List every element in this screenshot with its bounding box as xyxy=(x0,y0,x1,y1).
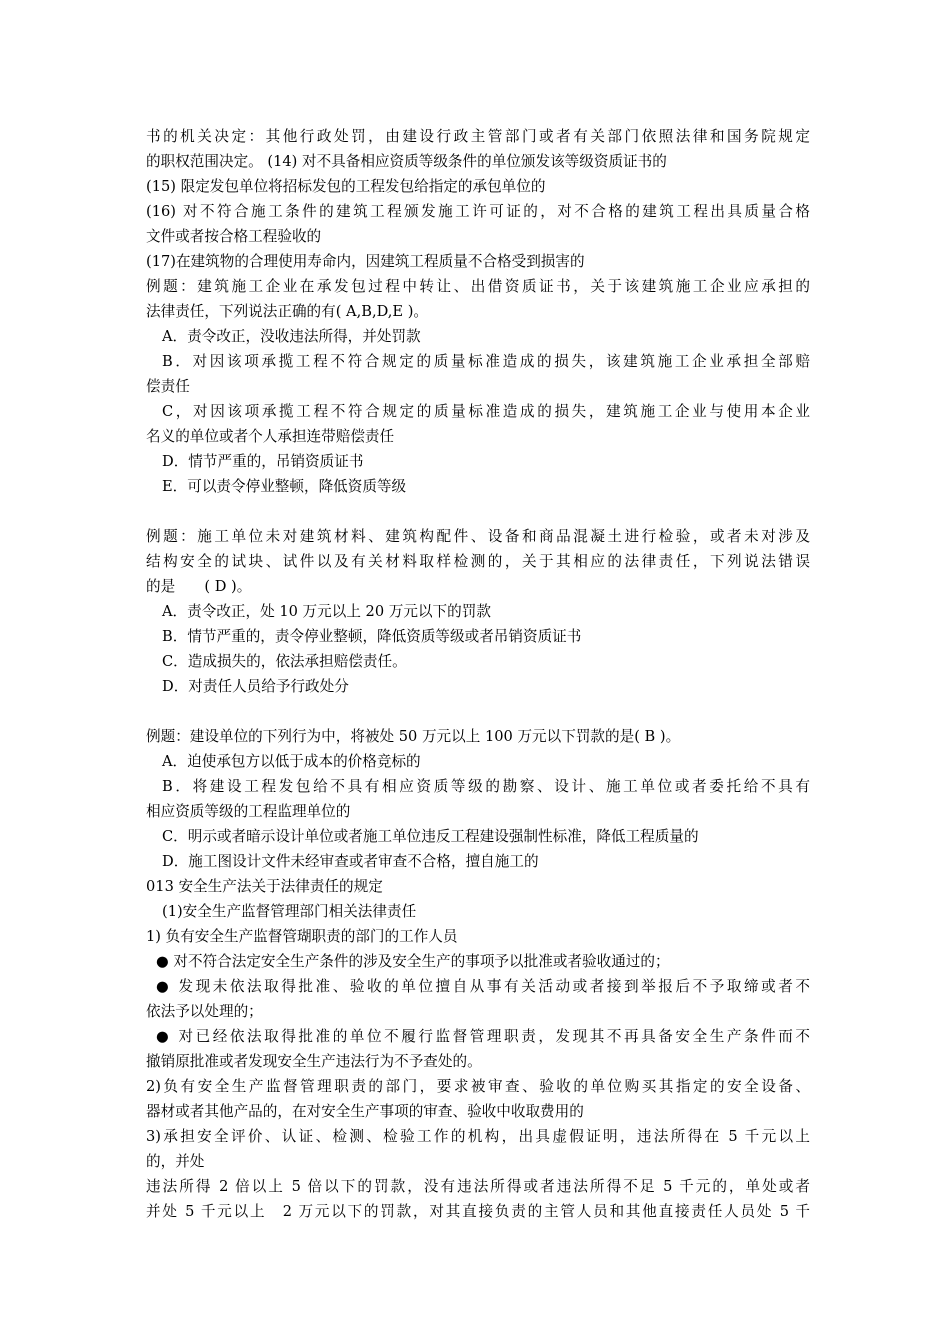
text-line: (17)在建筑物的合理使用寿命内，因建筑工程质量不合格受到损害的 xyxy=(146,253,585,270)
spacer xyxy=(146,499,810,524)
text-line: 2)负有安全生产监督管理职责的部门，要求被审查、验收的单位购买其指定的安全设备、 xyxy=(146,1078,810,1095)
question-line: 例题：施工单位未对建筑材料、建筑构配件、设备和商品混凝土进行检验，或者未对涉及 xyxy=(146,528,810,545)
option-e: E．可以责令停业整顿，降低资质等级 xyxy=(162,478,407,495)
text-line: 器材或者其他产品的，在对安全生产事项的审查、验收中收取费用的 xyxy=(146,1103,584,1120)
bullet-item-cont: 依法予以处理的； xyxy=(146,1003,263,1020)
text-line: 书的机关决定：其他行政处罚，由建设行政主管部门或者有关部门依照法律和国务院规定 xyxy=(146,128,810,145)
bullet-item: ● 发现未依法取得批准、验收的单位擅自从事有关活动或者接到举报后不予取缔或者不 xyxy=(156,978,810,995)
text-line: 1) 负有安全生产监督管瑚职责的部门的工作人员 xyxy=(146,928,458,945)
text-line: 的职权范围决定。 (14) 对不具备相应资质等级条件的单位颁发该等级资质证书的 xyxy=(146,153,667,170)
question-line: 的是 ( D )。 xyxy=(146,578,252,595)
text-line: 的，并处 xyxy=(146,1153,205,1170)
bullet-item: ● 对已经依法取得批准的单位不履行监督管理职责，发现其不再具备安全生产条件而不 xyxy=(156,1028,810,1045)
text-line: (16) 对不符合施工条件的建筑工程颁发施工许可证的，对不合格的建筑工程出具质量合格 xyxy=(146,203,810,220)
bullet-item: ● 对不符合法定安全生产条件的涉及安全生产的事项予以批准或者验收通过的； xyxy=(156,953,670,970)
option-b: B．将建设工程发包给不具有相应资质等级的勘察、设计、施工单位或者委托给不具有 xyxy=(162,778,810,795)
subsection-heading: (1)安全生产监督管理部门相关法律责任 xyxy=(162,903,417,920)
option-c: C，对因该项承揽工程不符合规定的质量标准造成的损失，建筑施工企业与使用本企业 xyxy=(162,403,810,420)
option-b: B．对因该项承揽工程不符合规定的质量标准造成的损失，该建筑施工企业承担全部赔 xyxy=(162,353,810,370)
option-a: A．责令改正，处 10 万元以上 20 万元以下的罚款 xyxy=(162,603,491,620)
question-line: 例题：建筑施工企业在承发包过程中转让、出借资质证书，关于该建筑施工企业应承担的 xyxy=(146,278,810,295)
option-b: B．情节严重的，责令停业整顿，降低资质等级或者吊销资质证书 xyxy=(162,628,582,645)
option-d: D．施工图设计文件未经审查或者审查不合格，擅自施工的 xyxy=(162,853,539,870)
option-b-cont: 偿责任 xyxy=(146,378,190,395)
option-b-cont: 相应资质等级的工程监理单位的 xyxy=(146,803,351,820)
option-c-cont: 名义的单位或者个人承担连带赔偿责任 xyxy=(146,428,395,445)
text-line: 3)承担安全评价、认证、检测、检验工作的机构，出具虚假证明，违法所得在 5 千元以上 xyxy=(146,1128,810,1145)
question-line: 结构安全的试块、试件以及有关材料取样检测的，关于其相应的法律责任，下列说法错误 xyxy=(146,553,810,570)
text-line: (15) 限定发包单位将招标发包的工程发包给指定的承包单位的 xyxy=(146,178,546,195)
option-c: C．明示或者暗示设计单位或者施工单位违反工程建设强制性标准，降低工程质量的 xyxy=(162,828,699,845)
option-c: C．造成损失的，依法承担赔偿责任。 xyxy=(162,653,407,670)
option-d: D．对责任人员给予行政处分 xyxy=(162,678,349,695)
document-page xyxy=(146,124,810,1224)
option-a: A．迫使承包方以低于成本的价格竞标的 xyxy=(162,753,421,770)
question-line: 例题：建设单位的下列行为中，将被处 50 万元以上 100 万元以下罚款的是( B )。 xyxy=(146,728,681,745)
option-a: A．责令改正，没收违法所得，并处罚款 xyxy=(162,328,421,345)
section-heading: 013 安全生产法关于法律责任的规定 xyxy=(146,878,383,895)
bullet-item-cont: 撤销原批准或者发现安全生产违法行为不予查处的。 xyxy=(146,1053,482,1070)
text-line: 文件或者按合格工程验收的 xyxy=(146,228,322,245)
spacer xyxy=(146,699,810,724)
question-line: 法律责任，下列说法正确的有( A,B,D,E )。 xyxy=(146,303,428,320)
text-line: 并处 5 千元以上 2 万元以下的罚款，对其直接负责的主管人员和其他直接责任人员处 5 千 xyxy=(146,1203,810,1220)
text-line: 违法所得 2 倍以上 5 倍以下的罚款，没有违法所得或者违法所得不足 5 千元的，单处或者 xyxy=(146,1178,810,1195)
option-d: D．情节严重的，吊销资质证书 xyxy=(162,453,364,470)
